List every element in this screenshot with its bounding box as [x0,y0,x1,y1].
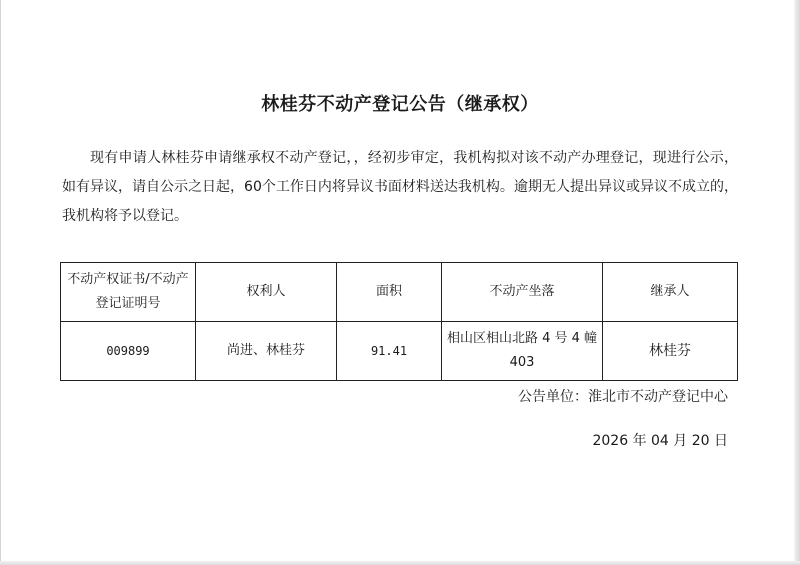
page-right-shadow [794,0,800,565]
header-owner: 权利人 [196,263,337,322]
header-heir: 继承人 [603,263,738,322]
notice-body: 现有申请人林桂芬申请继承权不动产登记，，经初步审定，我机构拟对该不动产办理登记，现进行公示，如有异议，请自公示之日起，60个工作日内将异议书面材料送达我机构。逾期无人提出异议或异议不成立的，我机构将予以登记。 [62,150,738,224]
notice-signer: 公告单位：淮北市不动产登记中心 [518,389,728,405]
cell-location: 相山区相山北路 4 号 4 幢 403 [442,322,603,381]
notice-date: 2026 年 04 月 20 日 [592,433,728,449]
header-area: 面积 [337,263,442,322]
header-cert-no: 不动产权证书/不动产登记证明号 [61,263,196,322]
cell-cert-no: 009899 [61,322,196,381]
header-location: 不动产坐落 [442,263,603,322]
page-bottom-shadow [0,561,800,565]
notice-title: 林桂芬不动产登记公告（继承权） [261,94,539,115]
page-left-border [0,0,1,565]
cell-area: 91.41 [337,322,442,381]
cell-heir: 林桂芬 [603,322,738,381]
table-row [61,322,738,381]
table-header-row [61,263,738,322]
registration-table [60,262,738,381]
cell-owner: 尚进、林桂芬 [196,322,337,381]
